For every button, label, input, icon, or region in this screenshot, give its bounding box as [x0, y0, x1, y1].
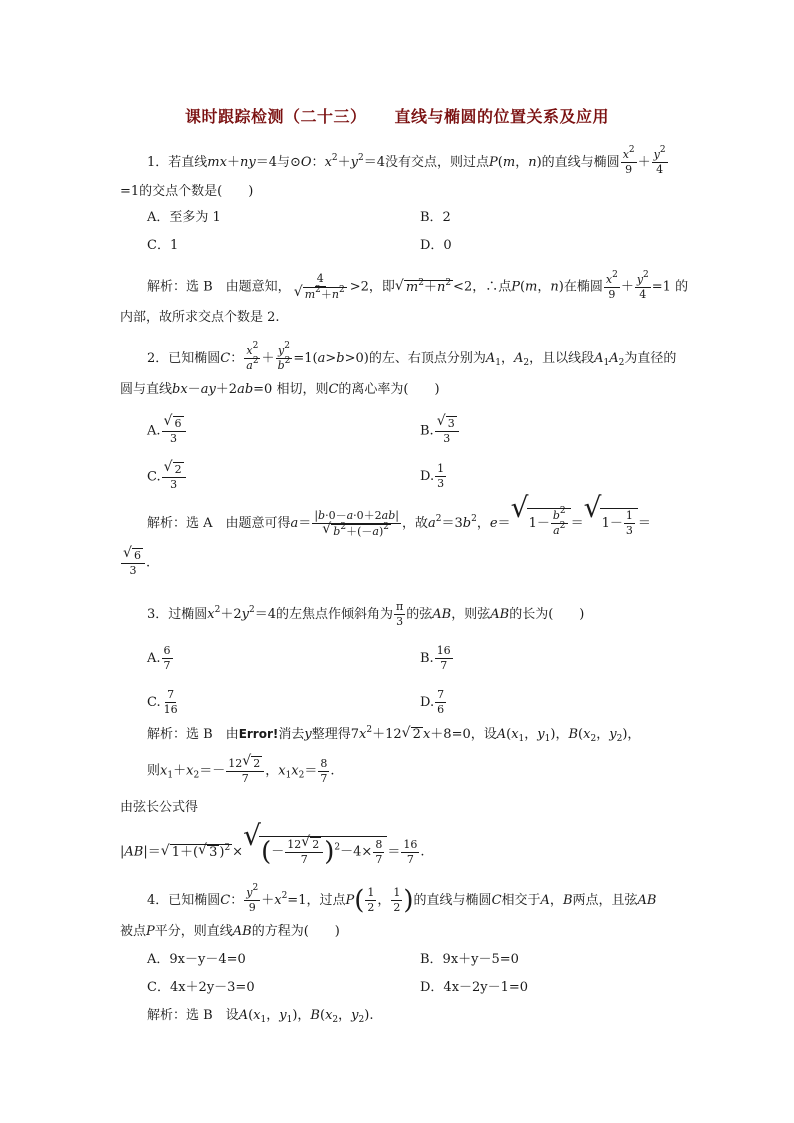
q2-option-b[interactable]: B. √ $\frac{3}{3}$	[420, 416, 460, 446]
q2-option-c[interactable]: C. √ $\frac{2}{3}$	[147, 462, 187, 492]
q3-option-a[interactable]: A. $\frac{6}{7}$	[147, 644, 171, 672]
q4-option-d[interactable]: D．4x－2y－1=0	[420, 980, 529, 995]
title-part-1: 课时跟踪检测（二十三）	[184, 107, 367, 126]
q4-option-c[interactable]: C．4x＋2y－3=0	[147, 980, 255, 995]
q4-solution-line1: 解析：选 B 设$A(x_1$，$y_1$)，$B(x_2$，$y_2$).	[147, 1008, 374, 1025]
q4-option-a[interactable]: A．9x－y－4=0	[147, 952, 246, 967]
q1-option-b[interactable]: B．2	[420, 210, 451, 225]
q1-option-c[interactable]: C．1	[147, 238, 179, 253]
q1-option-a[interactable]: A．至多为 1	[147, 210, 221, 225]
q3-stem: 3．过椭圆$x^2+2y^2=4$的左焦点作倾斜角为 $\frac{\pi}{3}$ 的弦AB，则弦AB的长为( )	[147, 600, 585, 628]
q2-stem-line2: 圆与直线bx－ay＋2ab=0 相切，则C的离心率为( )	[120, 382, 440, 397]
q4-stem-line2: 被点P平分，则直线AB的方程为( )	[120, 924, 340, 939]
q1-solution-line2: 内部，故所求交点个数是 2.	[120, 310, 280, 325]
q3-option-c[interactable]: C. $\frac{7}{16}$	[147, 688, 178, 716]
q2-solution-line2: √ $\frac{6}{3}$ .	[120, 548, 150, 578]
q2-option-a[interactable]: A. √ $\frac{6}{3}$	[147, 416, 187, 446]
q3-option-d[interactable]: D. $\frac{7}{6}$	[420, 688, 445, 716]
q1-option-d[interactable]: D．0	[420, 238, 452, 253]
q2-option-d[interactable]: D. $\frac{1}{3}$	[420, 462, 445, 490]
page-title	[0, 104, 794, 127]
q3-chord-length-formula: |AB|＝√ 1＋(√ 3 )$^2$ ×√ (－ $\frac{12√ 2}{7}$ )$^2$－4× $\frac{8}{7}$ ＝ $\frac{16}{7}$ .	[120, 836, 424, 867]
q4-option-b[interactable]: B．9x＋y－5=0	[420, 952, 519, 967]
q1-stem-line1: 1．若直线mx＋ny＝4与⊙O：$x^2+y^2=4$没有交点，则过点P(m，n)的直线与椭圆 $\frac{x^2}{9}$ ＋ $\frac{y^2}{4}$	[147, 145, 666, 176]
title-part-2: 直线与椭圆的位置关系及应用	[394, 107, 610, 126]
q3-option-b[interactable]: B. $\frac{16}{7}$	[420, 644, 451, 672]
q2-solution-line1: 解析：选 A 由题意可得a＝ |b·0－a·0＋2ab| √ $b^2+(-a)^2$ ，故$a^2=3b^2$，e＝√ 1－ $\frac{b^2}{a^2}$ ＝√ 1－ $\frac{1}{3}$ ＝	[147, 508, 651, 539]
q3-solution-line1: 解析：选 B 由Error!消去y整理得$7x^2+12√$ 2 x＋8=0，设$A(x_1$，$y_1$)，$B(x_2$，$y_2$)，	[147, 724, 640, 745]
q1-solution-line1: 解析：选 B 由题意知， 4 √ $m^2+n^2$ >2，即√ $m^2+n^2 <2$，∴点P(m，n)在椭圆 $\frac{x^2}{9}$ ＋ $\frac{y^2}{4}$ =1 的	[147, 272, 688, 302]
q2-stem-line1: 2．已知椭圆C： $\frac{x^2}{a^2}$ ＋ $\frac{y^2}{b^2}$ =1(a>b>0)的左、右顶点分别为$A_1$，$A_2$，且以线段$A_1A_2$为直径的	[147, 341, 677, 372]
q1-stem-line2: =1的交点个数是( )	[120, 184, 254, 199]
q3-solution-line2: 则$x_1+x_2=-$ $\frac{12√ 2}{7}$ ，$x_1x_2=$ $\frac{8}{7}$ .	[147, 756, 335, 786]
q3-chord-formula-label: 由弦长公式得	[120, 800, 199, 815]
q4-stem-line1: 4．已知椭圆C： $\frac{y^2}{9}$ $+x^2=1$，过点P( $\frac{1}{2}$ ， $\frac{1}{2}$ )的直线与椭圆C相交于A，B两点，且弦AB	[147, 883, 657, 916]
